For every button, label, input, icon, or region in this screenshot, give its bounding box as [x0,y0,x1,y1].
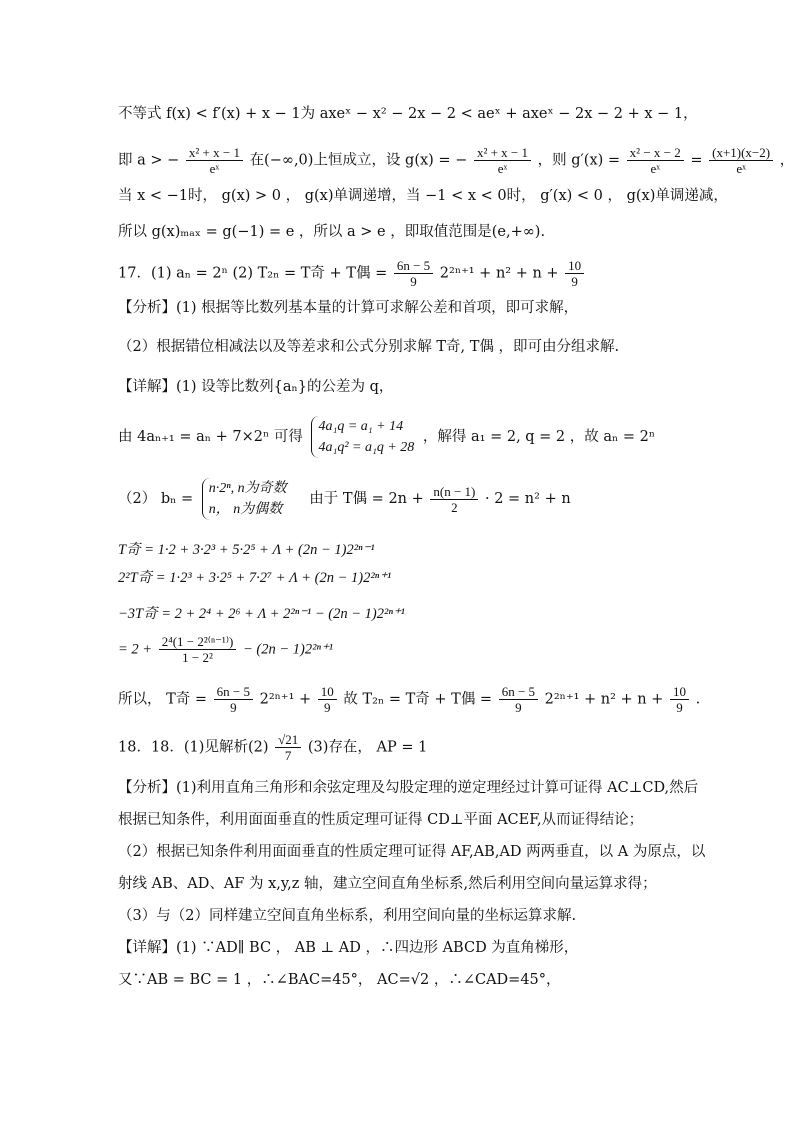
math-text: 【详解】(1) 设等比数列{aₙ}的公差为 q， [118,379,394,395]
math-text: 17．(1) aₙ = 2ⁿ (2) T₂ₙ = T奇 + T偶 = [118,265,388,282]
math-text: 射线 AB、AD、AF 为 x,y,z 轴，建立空间直角坐标系,然后利用空间向量运算求得； [118,876,657,892]
fraction [186,145,243,176]
piecewise-definition [202,478,287,520]
fraction [565,258,584,289]
math-text: 由于 T偶 = 2n + [309,491,424,507]
denominator: 1 − 2² [182,650,213,665]
denominator: 9 [515,700,522,715]
detail-line [118,970,734,990]
math-text: T奇 = 1·2 + 3·2³ + 5·2⁵ + Λ + (2n − 1)2²ⁿ⁻¹ [118,542,375,558]
math-line [118,540,734,560]
math-text: （3）与（2）同样建立空间直角坐标系，利用空间向量的坐标运算求解. [118,908,577,924]
math-line [118,684,734,715]
analysis-line [118,298,734,318]
math-text: 2²ⁿ⁺¹ + [259,691,312,708]
numerator: (x+1)(x−2) [709,145,773,161]
analysis-line [118,906,734,926]
math-text: 【分析】(1)利用直角三角形和余弦定理及勾股定理的逆定理经过计算可证得 AC⊥CD,然后 [118,780,699,796]
math-line [118,568,734,588]
fraction [318,684,337,715]
analysis-line [118,810,734,830]
denominator: 9 [230,700,237,715]
question-17-answer [118,258,734,289]
numerator: 6n − 5 [214,684,253,700]
math-text: . [695,691,701,708]
math-text: ，解得 a₁ = 2, q = 2 ，故 aₙ = 2ⁿ [422,429,656,445]
denominator: 9 [410,274,417,289]
math-line [118,634,734,665]
math-text: 【详解】(1) ∵AD∥ BC ， AB ⊥ AD ，∴四边形 ABCD 为直角梯形， [118,940,579,956]
math-text: −3T奇 = 2 + 2⁴ + 2⁶ + Λ + 2²ⁿ⁻¹ − (2n − 1)2²ⁿ⁺¹ [118,606,405,622]
math-text: 18．18．(1)见解析(2) [118,739,269,756]
equation: 4a₁q = a₁ + 14 [318,419,404,434]
math-text: 由 4aₙ₊₁ = aₙ + 7×2ⁿ 可得 [118,429,303,445]
math-text: 根据已知条件，利用面面垂直的性质定理可证得 CD⊥平面 ACEF,从而证得结论； [118,812,644,828]
math-text: 当 x < −1时， g(x) > 0 ， g(x)单调递增，当 −1 < x < 0时， g′(x) < 0 ， g(x)单调递减， [118,188,728,204]
math-text: ，则 g′(x) = [537,152,621,169]
denominator: eˣ [209,161,220,176]
analysis-line [118,842,734,862]
fraction [394,258,433,289]
detail-line [118,938,734,958]
analysis-line [118,874,734,894]
fraction [214,684,253,715]
numerator: 2⁴(1 − 2²⁽ⁿ⁻¹⁾) [159,634,237,650]
math-text: （2） bₙ = [118,491,194,507]
math-text: 【分析】(1) 根据等比数列基本量的计算可求解公差和首项，即可求解， [118,300,579,316]
equation-system-line [118,416,734,458]
denominator: eˣ [736,161,746,176]
case: n·2ⁿ, n为奇数 [208,481,287,496]
math-text: 即 a > − [118,152,180,169]
denominator: 9 [571,274,578,289]
text-line [118,222,734,242]
math-text: − (2n − 1)2²ⁿ⁺¹ [242,641,333,658]
numerator: 6n − 5 [499,684,538,700]
fraction [474,145,531,176]
fraction [709,145,773,176]
denominator: 9 [324,700,331,715]
math-text: 又∵AB = BC = 1 ，∴∠BAC=45°， AC=√2 ，∴∠CAD=45°， [118,972,561,988]
math-text: 所以， T奇 = [118,691,208,708]
math-text: 2²ⁿ⁺¹ + n² + n + [544,691,664,708]
numerator: x² + x − 1 [474,145,531,161]
math-text: ， [779,152,794,169]
numerator: x² − x − 2 [627,145,684,161]
denominator: 7 [284,748,292,763]
math-text: 故 T₂ₙ = T奇 + T偶 = [343,691,493,708]
math-text: 不等式 f(x) < f′(x) + x − 1为 axeˣ − x² − 2x − 2 < aeˣ + axeˣ − 2x − 2 + x − 1， [118,106,698,122]
numerator: 10 [318,684,337,700]
denominator: 2 [451,499,458,515]
fraction [670,684,689,715]
numerator: n(n − 1) [430,484,478,500]
numerator: √21 [275,732,301,748]
denominator: eˣ [497,161,508,176]
text-line [118,186,734,206]
math-line [118,604,734,624]
question-18-answer [118,732,734,763]
numerator: 10 [670,684,689,700]
fraction [430,484,478,515]
math-text: = 2 + [118,641,153,658]
numerator: 6n − 5 [394,258,433,274]
fraction [159,634,237,665]
denominator: eˣ [650,161,660,176]
math-text: = [690,152,703,169]
detail-line [118,377,734,397]
analysis-line [118,778,734,798]
math-text: 2²ⁿ⁺¹ + n² + n + [439,265,559,282]
equation-system [311,416,414,458]
math-text: （2）根据已知条件利用面面垂直的性质定理可证得 AF,AB,AD 两两垂直，以 A 为原点，以 [118,844,706,860]
text-line [118,104,734,124]
numerator: 10 [565,258,584,274]
fraction [275,732,301,763]
math-text: 2²T奇 = 1·2³ + 3·2⁵ + 7·2⁷ + Λ + (2n − 1)2²ⁿ⁺¹ [118,570,392,586]
denominator: 9 [676,700,683,715]
fraction [627,145,684,176]
math-text: 所以 g(x)ₘₐₓ = g(−1) = e ，所以 a > e ，即取值范围是(e,+∞). [118,224,546,240]
fraction [499,684,538,715]
equation: 4a₁q² = a₁q + 28 [318,440,415,455]
math-text: · 2 = n² + n [485,491,571,507]
analysis-line [118,337,734,357]
math-text: (3)存在， AP = 1 [307,739,428,756]
case: n， n为偶数 [208,502,283,517]
piecewise-line [118,478,734,520]
numerator: x² + x − 1 [186,145,243,161]
text-line [118,145,794,176]
math-text: （2）根据错位相减法以及等差求和公式分别求解 T奇, T偶 ，即可由分组求解. [118,339,620,355]
math-text: 在(−∞,0)上恒成立，设 g(x) = − [249,152,468,169]
